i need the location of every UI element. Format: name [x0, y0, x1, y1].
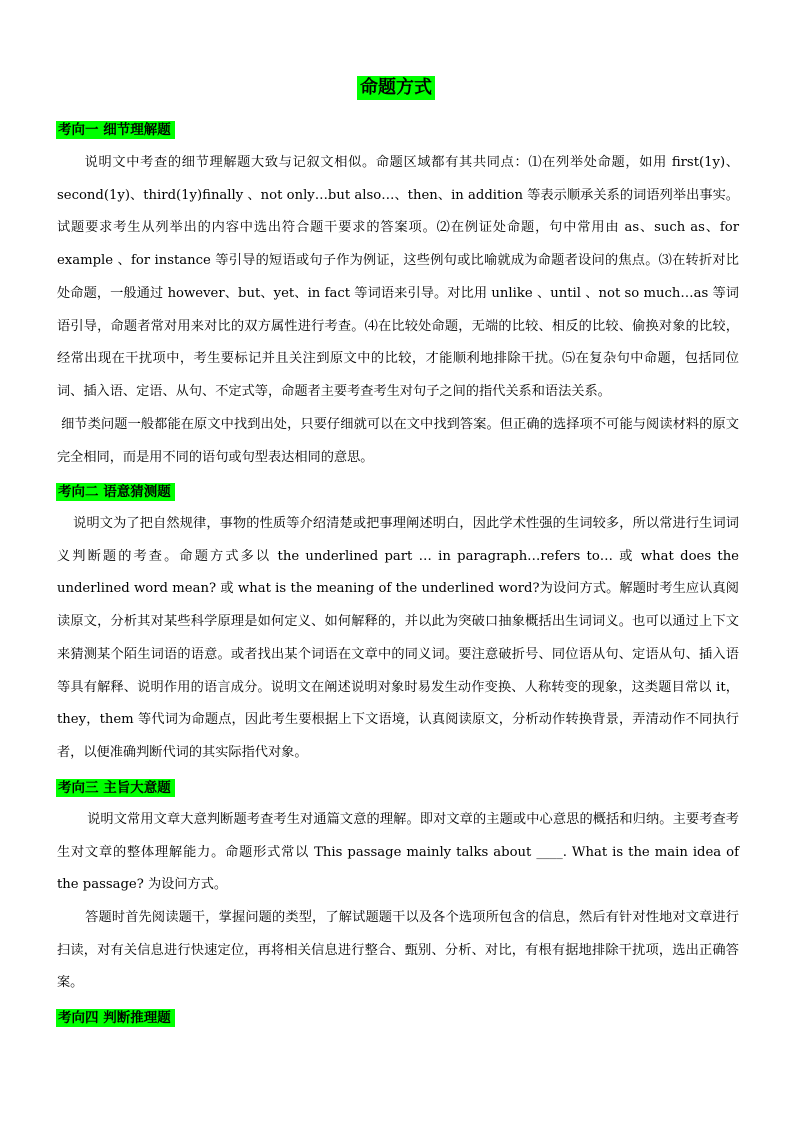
page-title: 命题方式 [357, 76, 435, 100]
section-heading-1: 考向一 细节理解题 [56, 121, 175, 139]
section-1-paragraph-2: 细节类问题一般都能在原文中找到出处，只要仔细就可以在文中找到答案。但正确的选择项不可能与阅读材料的原文完全相同，而是用不同的语句或句型表达相同的意思。 [57, 417, 739, 465]
section-heading-3: 考向三 主旨大意题 [56, 779, 175, 797]
section-heading-4: 考向四 判断推理题 [56, 1009, 175, 1027]
section-3-paragraph-1: 说明文常用文章大意判断题考查考生对通篇文意的理解。即对文章的主题或中心意思的概括和归纳。主要考查考生对文章的整体理解能力。命题形式常以 This passage mainly talks about ____. What is the main idea of the passage? 为设问方式。 [57, 812, 739, 893]
section-1-paragraph-1: 说明文中考查的细节理解题大致与记叙文相似。命题区域都有其共同点：⑴在列举处命题，如用 first(1y)、second(1y)、third(1y)finally 、not only…but also…、then、in addition 等表示顺承关系的词语列举出事实。试题要求考生从列举出的内容中选出符合题干要求的答案项。⑵在例证处命题，句中常用由 as、such as、for example 、for instance 等引导的短语或句子作为例证，这些例句或比喻就成为命题者设问的焦点。⑶在转折对比处命题，一般通过 however、but、yet、in fact 等词语来引导。对比用 unlike 、until 、not so much…as 等词语引导，命题者常对用来对比的双方属性进行考查。⑷在比较处命题，无端的比较、相反的比较、偷换对象的比较，经常出现在干扰项中，考生要标记并且关注到原文中的比较，才能顺利地排除干扰。⑸在复杂句中命题，包括同位词、插入语、定语、从句、不定式等，命题者主要考查考生对句子之间的指代关系和语法关系。 [57, 155, 739, 399]
section-3-paragraph-2: 答题时首先阅读题干，掌握问题的类型，了解试题题干以及各个选项所包含的信息，然后有针对性地对文章进行扫读，对有关信息进行快速定位，再将相关信息进行整合、甄别、分析、对比，有根有据地排除干扰项，选出正确答案。 [57, 910, 739, 991]
section-heading-2: 考向二 语意猜测题 [56, 483, 175, 501]
section-2-paragraph-1: 说明文为了把自然规律，事物的性质等介绍清楚或把事理阐述明白，因此学术性强的生词较多，所以常进行生词词义判断题的考查。命题方式多以 the underlined part … in paragraph…refers to… 或 what does the underlined word mean? 或 what is the meaning of the underlined word?为设问方式。解题时考生应认真阅读原文，分析其对某些科学原理是如何定义、如何解释的，并以此为突破口抽象概括出生词词义。也可以通过上下文来猜测某个陌生词语的语意。或者找出某个词语在文章中的同义词。要注意破折号、同位语从句、定语从句、插入语等具有解释、说明作用的语言成分。说明文在阐述说明对象时易发生动作变换、人称转变的现象，这类题目常以 it，they，them 等代词为命题点，因此考生要根据上下文语境，认真阅读原文，分析动作转换背景，弄清动作不同执行者，以便准确判断代词的其实际指代对象。 [57, 516, 739, 760]
